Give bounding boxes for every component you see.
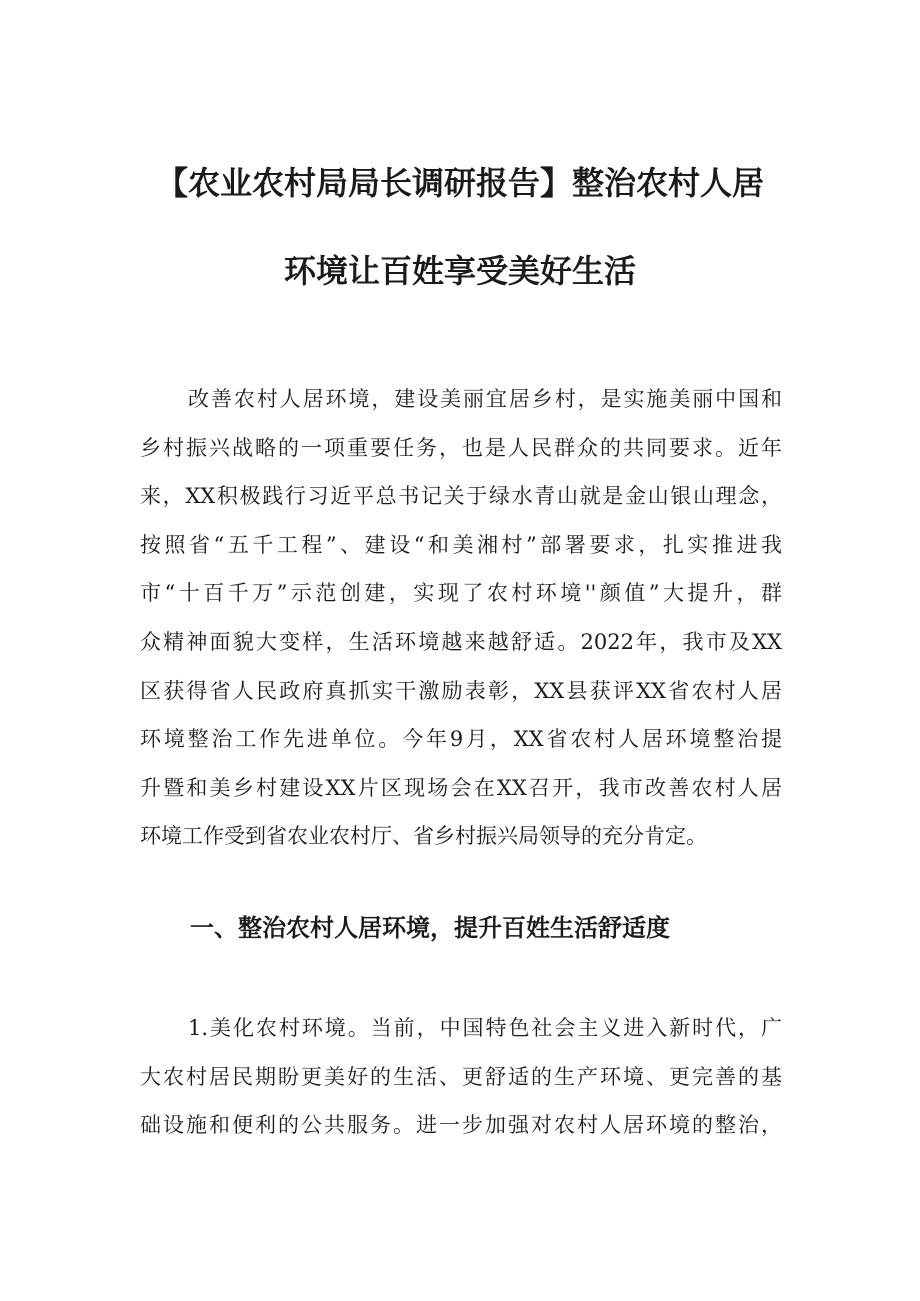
paragraph-line: 大农村居民期盼更美好的生活、更舒适的生产环境、更完善的基: [140, 1064, 782, 1089]
paragraph-line: 按照省“五千工程”、建设“和美湘村”部署要求，扎实推进我: [140, 532, 782, 557]
paragraph-line: 升暨和美乡村建设XX片区现场会在XX召开，我市改善农村人居: [140, 775, 782, 800]
paragraph-line: 础设施和便利的公共服务。进一步加强对农村人居环境的整治，: [140, 1113, 782, 1138]
paragraph-line: 市“十百千万”示范创建，实现了农村环境''颜值”大提升，群: [140, 581, 782, 606]
paragraph-line: 环境整治工作先进单位。今年9月，XX省农村人居环境整治提: [140, 727, 782, 752]
paragraph-line: 众精神面貌大变样，生活环境越来越舒适。2022年，我市及XX: [140, 629, 782, 654]
paragraph-line: 区获得省人民政府真抓实干激励表彰，XX县获评XX省农村人居: [140, 678, 782, 703]
intro-paragraph: [140, 375, 782, 861]
paragraph-line: 改善农村人居环境，建设美丽宜居乡村，是实施美丽中国和: [188, 387, 782, 411]
document-title-line-1: 【农业农村局局长调研报告】整治农村人居: [155, 164, 764, 202]
section-heading: 一、整治农村人居环境，提升百姓生活舒适度: [190, 914, 670, 942]
document-title-line-2: 环境让百姓享受美好生活: [283, 252, 636, 290]
paragraph-line: 乡村振兴战略的一项重要任务，也是人民群众的共同要求。近年: [140, 435, 782, 460]
paragraph-line: 环境工作受到省农业农村厅、省乡村振兴局领导的充分肯定。: [140, 824, 707, 849]
section-paragraph: [140, 1004, 782, 1150]
paragraph-line: 来，XX积极践行习近平总书记关于绿水青山就是金山银山理念，: [140, 484, 782, 509]
paragraph-line: 1.美化农村环境。当前，中国特色社会主义进入新时代，广: [188, 1016, 782, 1040]
